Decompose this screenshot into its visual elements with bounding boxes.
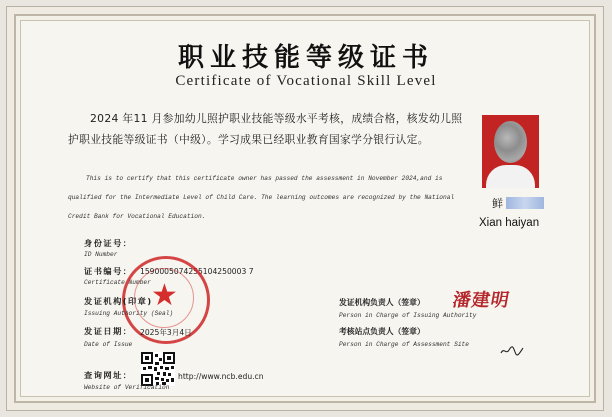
certificate-number-label-en: Certificate Number bbox=[84, 279, 151, 286]
seal-star-icon: ★ bbox=[151, 278, 178, 313]
site-person-label-en: Person in Charge of Assessment Site bbox=[339, 341, 469, 348]
issuing-authority-label: 发证机构(印章) bbox=[84, 296, 153, 306]
certificate-number-value: 1590005074255104250003 7 bbox=[140, 267, 254, 276]
holder-photo bbox=[482, 115, 539, 188]
holder-name-zh-text: 鲜 bbox=[492, 197, 503, 210]
id-number-label-en: ID Number bbox=[84, 251, 118, 258]
photo-shirt bbox=[486, 165, 535, 188]
verification-website-label: 查询网址： bbox=[84, 370, 133, 380]
name-redaction-mask bbox=[506, 197, 544, 209]
certificate-number-label: 证书编号： bbox=[84, 266, 133, 276]
blurred-face bbox=[494, 121, 527, 163]
issuer-signature: 潘建明 bbox=[450, 290, 512, 311]
certificate-title-zh: 职业技能等级证书 bbox=[177, 43, 434, 73]
verification-website-label-en: Website of Verification bbox=[84, 384, 170, 391]
certificate-body-zh: 2024 年11 月参加幼儿照护职业技能等级水平考核，成绩合格，核发幼儿照护职业技能等级证书（中级）。学习成果已经职业教育国家学分银行认定。 bbox=[68, 112, 463, 146]
issuer-person-label: 发证机构负责人（签章） bbox=[339, 298, 425, 307]
verification-website-value[interactable]: http://www.ncb.edu.cn bbox=[178, 372, 264, 381]
certificate-title-en: Certificate of Vocational Skill Level bbox=[175, 73, 437, 89]
site-person-label: 考核站点负责人（签章） bbox=[339, 327, 425, 336]
issuer-person-label-en: Person in Charge of Issuing Authority bbox=[339, 312, 477, 319]
date-of-issue-label: 发证日期： bbox=[84, 326, 133, 336]
verification-qr-code[interactable] bbox=[141, 352, 175, 386]
date-of-issue-value: 2025年3月4日 bbox=[140, 328, 192, 337]
id-number-label: 身份证号： bbox=[84, 238, 133, 248]
holder-name-zh bbox=[492, 195, 544, 211]
holder-name-en: Xian haiyan bbox=[479, 217, 540, 229]
site-signature-scribble bbox=[500, 343, 524, 357]
date-of-issue-label-en: Date of Issue bbox=[84, 341, 133, 348]
certificate-body-en: This is to certify that this certificate owner has passed the assessment in November 2024,and is qualified for the Intermediate Level of Child Care. The learning outcomes are recognized by the National Credit Bank for Vocational Education. bbox=[68, 175, 455, 220]
issuing-authority-label-en: Issuing Authority (Seal) bbox=[84, 310, 174, 317]
